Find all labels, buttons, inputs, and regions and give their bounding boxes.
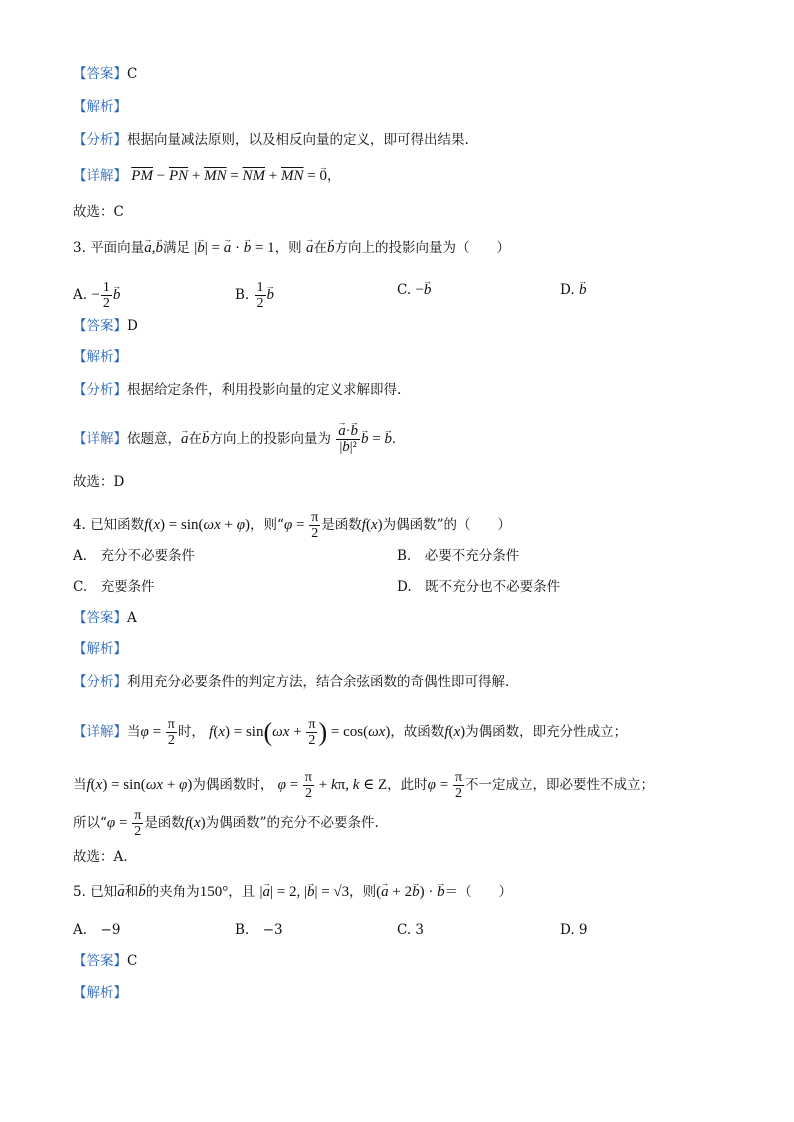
q3-stem: 3. 平面向量→ a,→ b满足 |→ b| = → a · → b = 1，则 → a在→ b方向上的投影向量为（ ） xyxy=(73,238,510,258)
q3-analysis-line: 【解析】 xyxy=(73,349,127,365)
q4-detail-line-3: 所以“φ = $\frac{\pi}{2}$ 是函数f(x)为偶函数”的充分不必要条件. xyxy=(73,808,379,839)
q3-answer: D xyxy=(127,318,138,334)
q5-answer-line: 【答案】C xyxy=(73,953,138,969)
q5-analysis-line: 【解析】 xyxy=(73,985,127,1001)
q2-answer: C xyxy=(127,66,138,82)
q5-answer: C xyxy=(127,953,138,969)
q2-fenxi-line xyxy=(73,130,469,150)
q2-choose: 故选：C xyxy=(73,204,124,220)
q4-option-b: B. 必要不充分条件 xyxy=(397,548,520,564)
answer-tag: 【答案】 xyxy=(73,66,127,82)
q4-analysis-line: 【解析】 xyxy=(73,641,127,657)
q4-answer: A xyxy=(127,610,137,626)
detail-tag: 【详解】 xyxy=(73,168,127,184)
analysis-tag: 【解析】 xyxy=(73,99,127,115)
q4-detail-line-1: 【详解】当φ = $\frac{\pi}{2}$ 时， f(x) = sin(ωx + $\frac{\pi}{2}$ ) = cos(ωx)，故函数f(x)为偶函数，即充分性成立； xyxy=(73,717,628,748)
q4-choose: 故选：A. xyxy=(73,849,128,865)
fenxi-tag: 【分析】 xyxy=(73,132,127,148)
q2-detail-line: 【详解】 $\overline{PM} - \overline{PN} + \overline{MN} = \overline{NM} + \overline{MN}$ = → 0， xyxy=(73,166,340,186)
q3-fenxi-line: 【分析】根据给定条件，利用投影向量的定义求解即得. xyxy=(73,382,402,398)
q2-formula: $\overline{PM}$ xyxy=(131,168,153,184)
q5-option-b: B. −3 xyxy=(235,922,283,938)
q3-option-a: A. − $\frac{1}{2}$ → b xyxy=(73,280,120,311)
q2-analysis-line xyxy=(73,97,127,117)
q5-option-a: A. −9 xyxy=(73,922,121,938)
q5-stem: 5. 已知→ a和→ b的夹角为150°，且 |→ a| = 2, |→ b| = √3，则(→ a + 2→ b) · → b＝（ ） xyxy=(73,882,512,902)
q4-option-a: A. 充分不必要条件 xyxy=(73,548,196,564)
q3-option-c: C. −→ b xyxy=(397,280,431,300)
q3-choose: 故选：D xyxy=(73,474,125,490)
q3-answer-line: 【答案】D xyxy=(73,318,138,334)
q4-option-c: C. 充要条件 xyxy=(73,579,155,595)
q3-option-b: B. $\frac{1}{2}$ → b xyxy=(235,280,274,311)
q4-option-d: D. 既不充分也不必要条件 xyxy=(397,579,561,595)
q4-detail-line-2: 当f(x) = sin(ωx + φ)为偶函数时， φ = $\frac{\pi}{2}$ + kπ, k ∈ Z，此时φ = $\frac{\pi}{2}$ 不一定成立，即必要性不成立； xyxy=(73,770,655,801)
q2-fenxi: 根据向量减法原则，以及相反向量的定义，即可得出结果. xyxy=(127,132,469,148)
q5-option-c: C. 3 xyxy=(397,922,425,938)
q4-stem: 4. 已知函数f(x) = sin(ωx + φ)，则“φ = $\frac{\pi}{2}$ 是函数f(x)为偶函数”的（ ） xyxy=(73,510,512,541)
q4-fenxi-line: 【分析】利用充分必要条件的判定方法，结合余弦函数的奇偶性即可得解. xyxy=(73,674,510,690)
q3-detail-line: 【详解】依题意，→ a在→ b方向上的投影向量为 → $\frac{a\cdot\to b}{\text{|→ b|²}}$ → b = → b. xyxy=(73,424,396,455)
q2-answer-line xyxy=(73,64,137,84)
q4-answer-line: 【答案】A xyxy=(73,610,137,626)
q5-option-d: D. 9 xyxy=(560,922,588,938)
q3-option-d: D. → b xyxy=(560,280,586,300)
